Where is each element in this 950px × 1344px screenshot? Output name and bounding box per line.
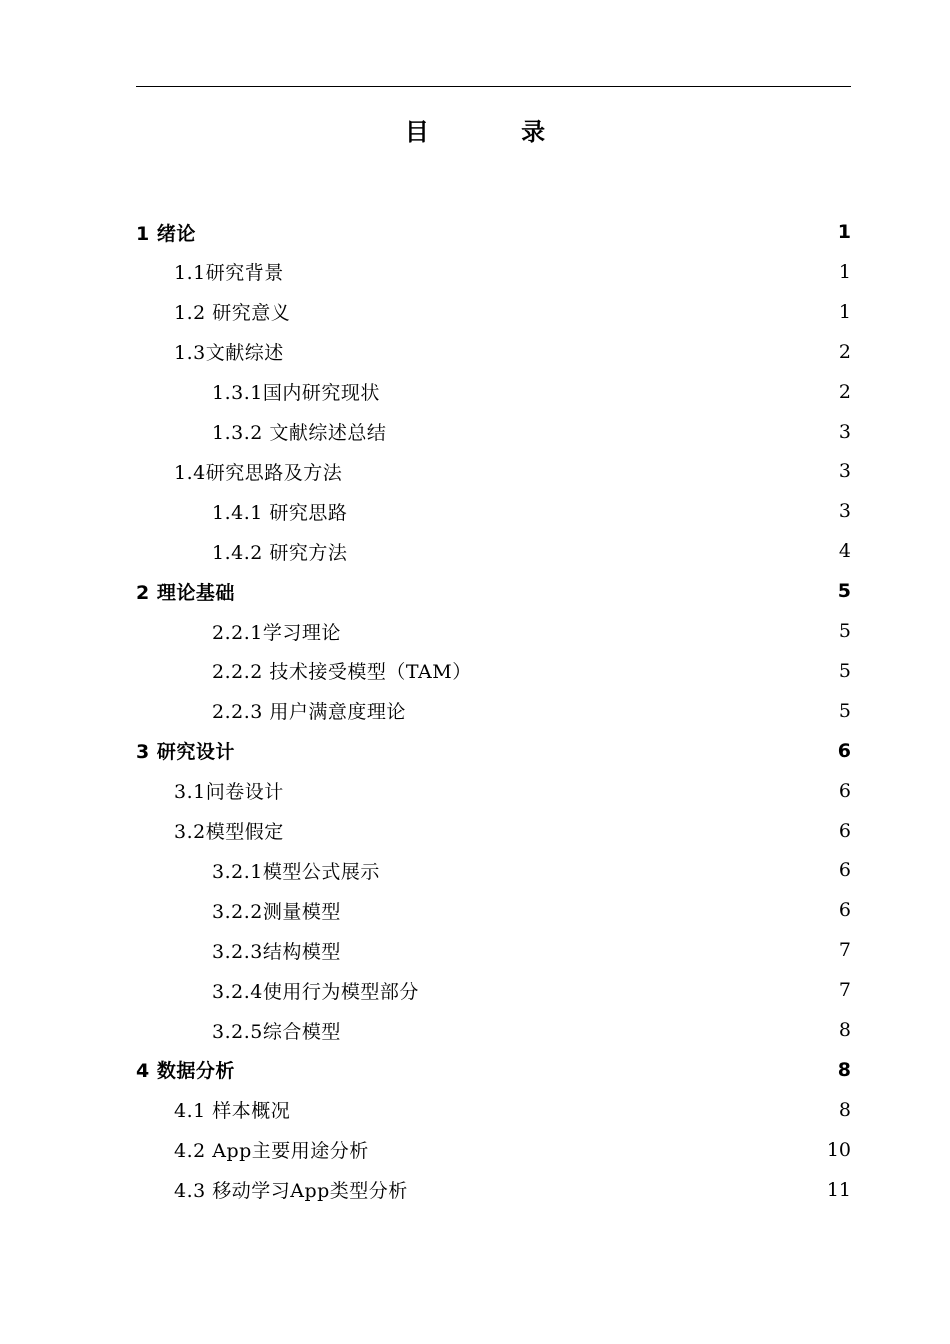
toc-page-number: 3 [838, 500, 851, 523]
toc-page-number: 6 [838, 779, 851, 802]
toc-entry[interactable] [212, 412, 851, 452]
toc-dot-leader [286, 820, 835, 842]
toc-entry[interactable] [174, 292, 851, 332]
toc-page-number: 1 [837, 221, 851, 243]
toc-page-number: 2 [838, 380, 851, 403]
toc-dot-leader [349, 500, 835, 522]
toc-entry-label: 4.3 移动学习App类型分析 [174, 1180, 408, 1203]
toc-entry[interactable] [212, 651, 851, 691]
toc-entry-label: 2.2.3 用户满意度理论 [212, 701, 406, 724]
toc-entry[interactable] [212, 1010, 851, 1050]
toc-entry-label: 3.1问卷设计 [174, 781, 284, 804]
toc-entry[interactable] [174, 811, 851, 851]
toc-dot-leader [292, 1099, 835, 1121]
toc-page-number: 10 [826, 1138, 851, 1161]
toc-dot-leader [286, 780, 835, 802]
toc-dot-leader [343, 620, 835, 642]
toc-page-number: 8 [838, 1019, 851, 1041]
toc-entry[interactable] [212, 890, 851, 930]
toc-entry-label: 1.3文献综述 [174, 342, 284, 365]
toc-dot-leader [382, 859, 835, 881]
toc-entry[interactable] [174, 771, 851, 811]
toc-page-number: 1 [838, 300, 851, 323]
toc-entry-label: 1.4.1 研究思路 [212, 501, 348, 524]
toc-entry[interactable] [136, 571, 851, 611]
toc-entry[interactable] [174, 451, 851, 491]
toc-entry-label: 1.3.1国内研究现状 [212, 382, 380, 405]
toc-page-number: 4 [838, 540, 851, 563]
toc-dot-leader [286, 341, 835, 363]
toc-entry-label: 1.1研究背景 [174, 262, 284, 285]
toc-entry[interactable] [212, 372, 851, 412]
toc-dot-leader [343, 1019, 835, 1041]
toc-entry[interactable] [212, 691, 851, 731]
toc-entry-label: 1 绪论 [136, 222, 196, 245]
toc-entry-label: 3.2模型假定 [174, 821, 284, 843]
toc-dot-leader [382, 381, 835, 403]
toc-entry-label: 1.4研究思路及方法 [174, 461, 343, 484]
toc-page-number: 6 [838, 819, 851, 842]
toc-dot-leader [343, 899, 835, 921]
toc-page-number: 5 [838, 620, 851, 642]
toc-dot-leader [286, 261, 835, 283]
toc-page-number: 6 [837, 739, 851, 762]
toc-dot-leader [421, 979, 835, 1001]
toc-dot-leader [292, 301, 835, 323]
toc-page-number: 5 [837, 580, 851, 603]
toc-entry[interactable] [212, 850, 851, 890]
toc-entry[interactable] [212, 531, 851, 571]
toc-page-number: 3 [838, 460, 851, 483]
toc-entry[interactable] [174, 1090, 851, 1130]
toc-page-number: 1 [838, 260, 851, 283]
toc-entry[interactable] [212, 611, 851, 651]
toc-entry-label: 3.2.2测量模型 [212, 900, 341, 923]
toc-entry-label: 1.2 研究意义 [174, 302, 291, 325]
toc-entry[interactable] [212, 930, 851, 970]
toc-entry-label: 1.4.2 研究方法 [212, 541, 348, 564]
toc-dot-leader [237, 740, 834, 762]
toc-page-number: 2 [838, 340, 851, 363]
toc-entry[interactable] [136, 731, 851, 771]
toc-page-number: 5 [838, 659, 851, 682]
toc-entry-label: 3.2.4使用行为模型部分 [212, 980, 419, 1003]
toc-entry-label: 4.1 样本概况 [174, 1100, 291, 1123]
toc-page-number: 7 [838, 939, 851, 962]
toc-page-number: 8 [837, 1058, 851, 1081]
toc-dot-leader [388, 421, 835, 443]
header-rule [136, 86, 851, 87]
toc-entry-label: 2 理论基础 [136, 581, 235, 604]
toc-entry-label: 4.2 App主要用途分析 [174, 1140, 369, 1163]
toc-entry[interactable] [136, 1050, 851, 1090]
toc-dot-leader [344, 460, 835, 482]
toc-entry-label: 2.2.1学习理论 [212, 621, 341, 644]
toc-entry-label: 3.2.3结构模型 [212, 940, 341, 963]
toc-page-number: 7 [838, 979, 851, 1002]
toc-entry-label: 2.2.2 技术接受模型（TAM） [212, 661, 472, 684]
toc-entry[interactable] [174, 1170, 851, 1210]
toc-dot-leader [474, 660, 835, 682]
toc-entry[interactable] [136, 212, 851, 252]
toc-entry[interactable] [174, 1130, 851, 1170]
toc-dot-leader [237, 1059, 834, 1081]
toc-dot-leader [371, 1139, 823, 1161]
toc-entry-label: 3.2.1模型公式展示 [212, 860, 380, 883]
toc-entry-label: 3.2.5综合模型 [212, 1020, 341, 1043]
toc-page-number: 6 [838, 899, 851, 922]
toc-page-number: 11 [826, 1178, 851, 1201]
toc-entry[interactable] [174, 332, 851, 372]
toc-dot-leader [198, 221, 834, 243]
toc-entry-label: 4 数据分析 [136, 1060, 235, 1083]
toc-dot-leader [343, 939, 835, 961]
toc-dot-leader [410, 1179, 823, 1201]
toc-dot-leader [349, 540, 835, 562]
toc-entry[interactable] [174, 252, 851, 292]
toc-entry-label: 1.3.2 文献综述总结 [212, 422, 387, 444]
toc-entry[interactable] [212, 491, 851, 531]
toc-dot-leader [408, 700, 835, 722]
toc-entry-label: 3 研究设计 [136, 741, 235, 764]
toc-page-number: 8 [838, 1098, 851, 1121]
toc-page-number: 6 [838, 859, 851, 882]
toc-page-number: 3 [838, 420, 851, 443]
toc-entry[interactable] [212, 970, 851, 1010]
toc-page-number: 5 [838, 699, 851, 722]
page-title: 目 录 [404, 118, 588, 146]
toc-dot-leader [237, 580, 834, 602]
